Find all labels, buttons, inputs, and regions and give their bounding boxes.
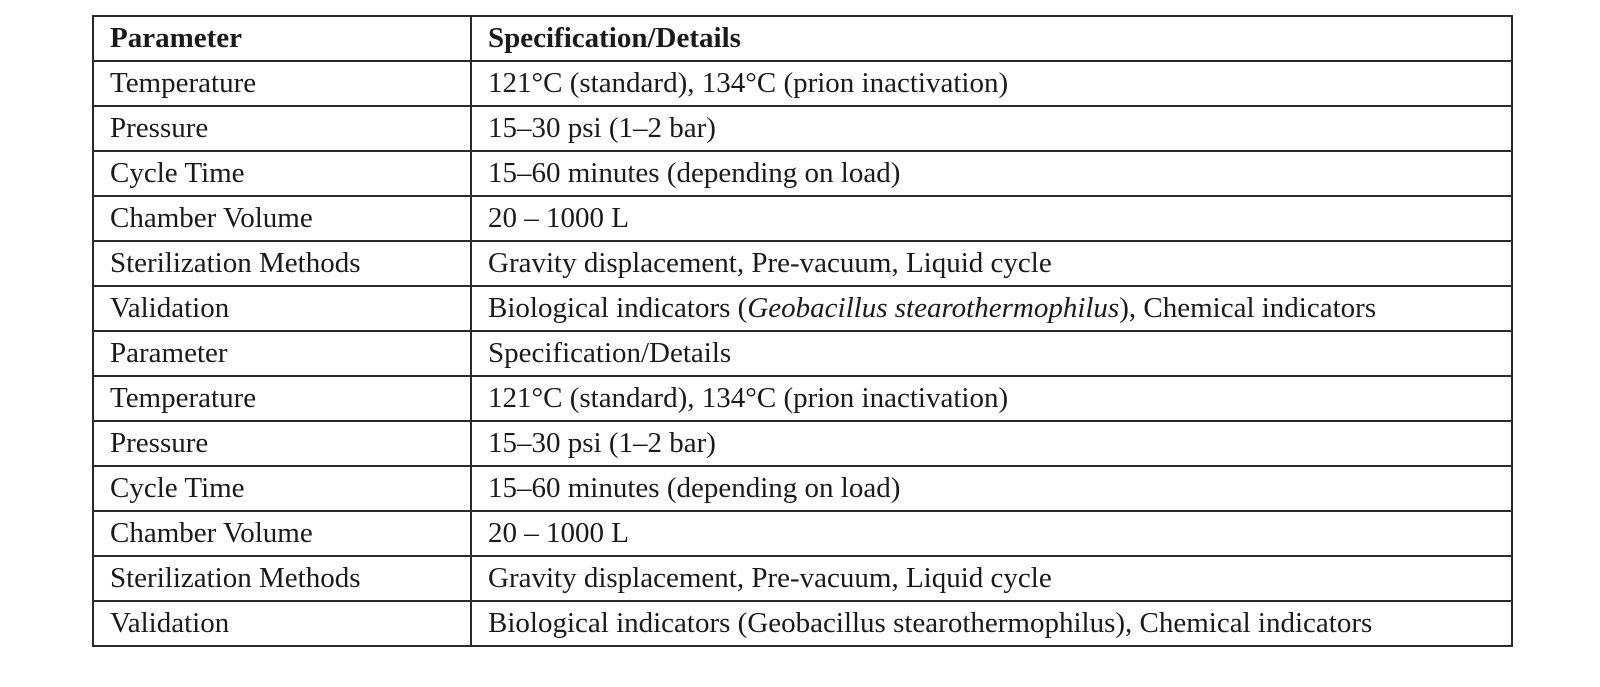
row-parameter: Validation	[93, 286, 471, 331]
details-suffix: ), Chemical indicators	[1119, 292, 1377, 324]
row-parameter: Sterilization Methods	[93, 556, 471, 601]
header-details: Specification/Details	[471, 16, 1512, 61]
row-details: 121°C (standard), 134°C (prion inactivation)	[471, 61, 1512, 106]
table-row	[93, 61, 1512, 106]
row-parameter: Parameter	[93, 331, 471, 376]
specification-table	[92, 15, 1513, 647]
row-details: 15–60 minutes (depending on load)	[471, 151, 1512, 196]
table-row	[93, 151, 1512, 196]
table-header-row	[93, 16, 1512, 61]
table-row	[93, 511, 1512, 556]
row-parameter: Chamber Volume	[93, 511, 471, 556]
row-parameter: Temperature	[93, 376, 471, 421]
table-row	[93, 331, 1512, 376]
row-parameter: Chamber Volume	[93, 196, 471, 241]
row-details: Specification/Details	[471, 331, 1512, 376]
row-details: 15–60 minutes (depending on load)	[471, 466, 1512, 511]
table-row	[93, 556, 1512, 601]
table-row	[93, 241, 1512, 286]
row-details: Gravity displacement, Pre-vacuum, Liquid cycle	[471, 556, 1512, 601]
row-details	[471, 286, 1512, 331]
table-row	[93, 376, 1512, 421]
row-parameter: Pressure	[93, 421, 471, 466]
row-parameter: Sterilization Methods	[93, 241, 471, 286]
details-italic-species: Geobacillus stearothermophilus	[747, 292, 1120, 324]
row-details: 15–30 psi (1–2 bar)	[471, 106, 1512, 151]
row-parameter: Cycle Time	[93, 151, 471, 196]
table-row	[93, 421, 1512, 466]
table-row	[93, 601, 1512, 646]
row-parameter: Temperature	[93, 61, 471, 106]
row-details: Biological indicators (Geobacillus stearothermophilus), Chemical indicators	[471, 601, 1512, 646]
row-details: Gravity displacement, Pre-vacuum, Liquid cycle	[471, 241, 1512, 286]
table-row	[93, 466, 1512, 511]
row-parameter: Validation	[93, 601, 471, 646]
table-row	[93, 106, 1512, 151]
row-details: 20 – 1000 L	[471, 196, 1512, 241]
row-details: 121°C (standard), 134°C (prion inactivation)	[471, 376, 1512, 421]
row-details: 15–30 psi (1–2 bar)	[471, 421, 1512, 466]
row-parameter: Pressure	[93, 106, 471, 151]
details-prefix: Biological indicators (	[488, 292, 748, 324]
table-row	[93, 196, 1512, 241]
table-row	[93, 286, 1512, 331]
header-parameter: Parameter	[93, 16, 471, 61]
row-parameter: Cycle Time	[93, 466, 471, 511]
row-details: 20 – 1000 L	[471, 511, 1512, 556]
